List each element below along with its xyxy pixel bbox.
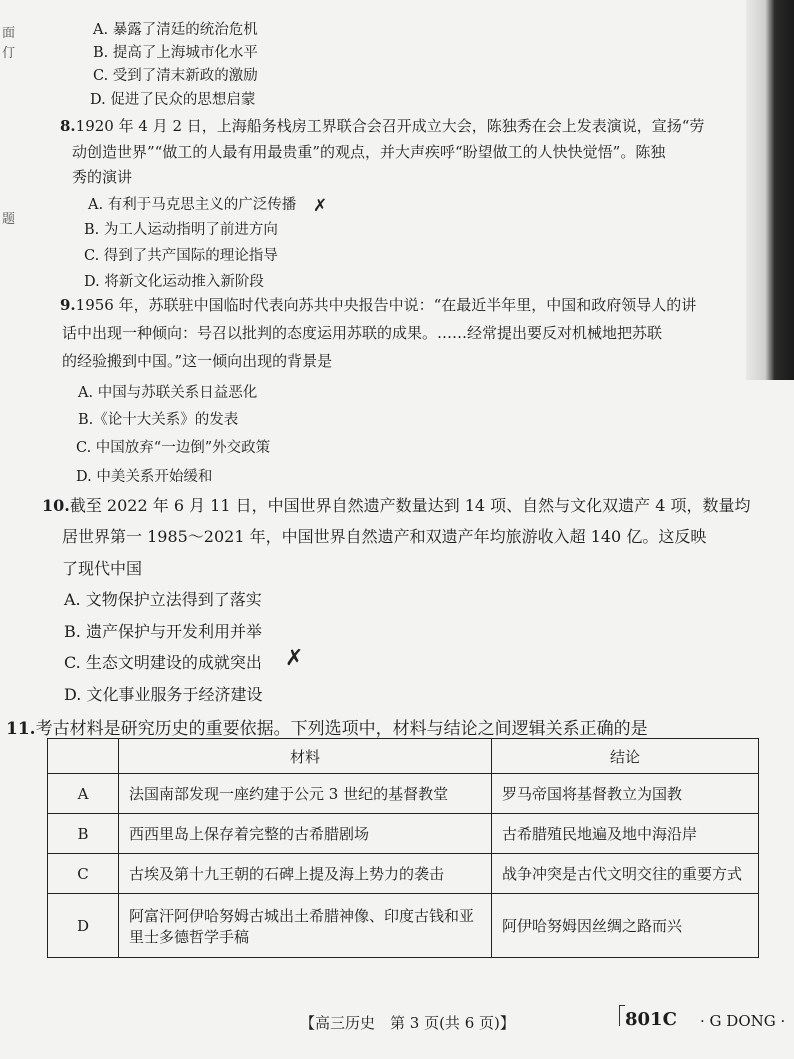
question-stem: 动创造世界”“做工的人最有用最贵重”的观点，并大声疾呼“盼望做工的人快快觉悟”。陈独 [72, 143, 666, 161]
table-row [48, 854, 759, 894]
question-stem: 11.考古材料是研究历史的重要依据。下列选项中，材料与结论之间逻辑关系正确的是 [6, 719, 648, 739]
option-c: C. 受到了清末新政的激励 [93, 68, 258, 84]
material-cell: 西西里岛上保存着完整的古希腊剧场 [119, 814, 492, 854]
conclusion-cell: 阿伊哈努姆因丝绸之路而兴 [492, 894, 759, 958]
option-a: A. 有利于马克思主义的广泛传播 [88, 197, 297, 213]
option-b: B.《论十大关系》的发表 [78, 412, 239, 428]
margin-char: 仃 [2, 46, 16, 61]
binding-edge [746, 0, 794, 380]
option-a: A. 文物保护立法得到了落实 [64, 590, 262, 609]
page-footer: 【高三历史 第 3 页(共 6 页)】 [300, 1014, 515, 1032]
exam-code: 801C [625, 1009, 677, 1030]
question-stem: 的经验搬到中国。”这一倾向出现的背景是 [62, 352, 333, 370]
option-b: B. 为工人运动指明了前进方向 [84, 222, 278, 238]
row-label: A [48, 774, 119, 814]
margin-char: 面 [2, 26, 16, 41]
conclusion-cell: 罗马帝国将基督教立为国教 [492, 774, 759, 814]
option-c: C. 中国放弃“一边倒”外交政策 [76, 440, 271, 456]
option-b: B. 提高了上海城市化水平 [93, 45, 258, 61]
option-d: D. 将新文化运动推入新阶段 [84, 274, 264, 290]
option-c: C. 生态文明建设的成就突出 [64, 653, 262, 672]
question-stem: 8.1920 年 4 月 2 日，上海船务栈房工界联合会召开成立大会，陈独秀在会上发表演说，宣扬“劳 [60, 117, 705, 135]
question-stem: 了现代中国 [62, 559, 143, 578]
table-row [48, 814, 759, 854]
question-stem: 居世界第一 1985～2021 年，中国世界自然遗产和双遗产年均旅游收入超 140 亿。这反映 [62, 527, 707, 546]
row-label: B [48, 814, 119, 854]
option-d: D. 促进了民众的思想启蒙 [90, 92, 256, 108]
row-label: C [48, 854, 119, 894]
option-a: A. 中国与苏联关系日益恶化 [78, 385, 258, 401]
option-d: D. 文化事业服务于经济建设 [64, 685, 263, 704]
table-row [48, 894, 759, 958]
brand-label: · G DONG · [700, 1012, 786, 1030]
cross-mark-icon: ✗ [285, 646, 304, 671]
table-row [48, 774, 759, 814]
conclusion-cell: 战争冲突是古代文明交往的重要方式 [492, 854, 759, 894]
conclusion-cell: 古希腊殖民地遍及地中海沿岸 [492, 814, 759, 854]
question-stem: 秀的演讲 [72, 168, 133, 186]
table-header-cell [48, 739, 119, 774]
row-label: D [48, 894, 119, 958]
table-header-cell: 材料 [119, 739, 492, 774]
material-conclusion-table [47, 738, 759, 958]
option-c: C. 得到了共产国际的理论指导 [84, 248, 278, 264]
question-stem: 10.截至 2022 年 6 月 11 日，中国世界自然遗产数量达到 14 项、自然与文化双遗产 4 项，数量均 [42, 496, 751, 515]
option-d: D. 中美关系开始缓和 [76, 469, 213, 485]
option-b: B. 遗产保护与开发利用并举 [64, 622, 262, 641]
cross-mark-icon: ✗ [313, 196, 328, 216]
option-a: A. 暴露了清廷的统治危机 [93, 22, 258, 38]
table-header-row [48, 739, 759, 774]
material-cell: 古埃及第十九王朝的石碑上提及海上势力的袭击 [119, 854, 492, 894]
margin-char: 题 [2, 212, 16, 227]
question-stem: 话中出现一种倾向：号召以批判的态度运用苏联的成果。……经常提出要反对机械地把苏联 [62, 324, 663, 342]
material-cell: 阿富汗阿伊哈努姆古城出土希腊神像、印度古钱和亚里士多德哲学手稿 [119, 894, 492, 958]
question-stem: 9.1956 年，苏联驻中国临时代表向苏共中央报告中说：“在最近半年里，中国和政府领导人的讲 [60, 296, 697, 314]
material-cell: 法国南部发现一座约建于公元 3 世纪的基督教堂 [119, 774, 492, 814]
table-header-cell: 结论 [492, 739, 759, 774]
